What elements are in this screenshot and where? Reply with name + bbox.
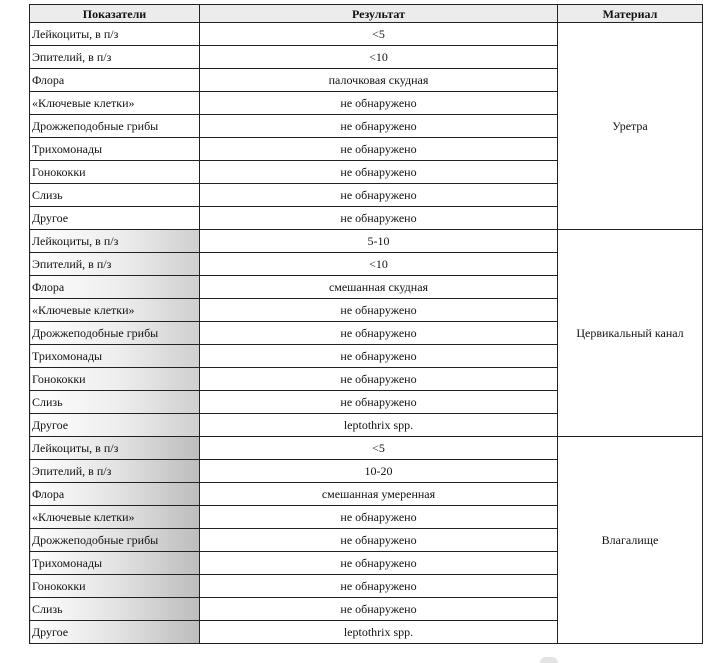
result-value: не обнаружено	[200, 529, 558, 552]
indicator-name: Гонококки	[30, 575, 200, 598]
result-value: не обнаружено	[200, 115, 558, 138]
indicator-name: Флора	[30, 69, 200, 92]
indicator-name: Дрожжеподобные грибы	[30, 115, 200, 138]
result-value: не обнаружено	[200, 368, 558, 391]
result-value: не обнаружено	[200, 161, 558, 184]
indicator-name: «Ключевые клетки»	[30, 299, 200, 322]
material-cell: Цервикальный канал	[558, 230, 703, 437]
indicator-name: Другое	[30, 414, 200, 437]
result-value: <10	[200, 46, 558, 69]
result-value: <5	[200, 437, 558, 460]
header-material: Материал	[558, 5, 703, 23]
result-value: не обнаружено	[200, 299, 558, 322]
result-value: не обнаружено	[200, 552, 558, 575]
result-value: не обнаружено	[200, 506, 558, 529]
indicator-name: Дрожжеподобные грибы	[30, 322, 200, 345]
result-value: leptothrix spp.	[200, 621, 558, 644]
indicator-name: Флора	[30, 483, 200, 506]
results-table	[29, 4, 703, 644]
indicator-name: Слизь	[30, 391, 200, 414]
indicator-name: Эпителий, в п/з	[30, 46, 200, 69]
indicator-name: Другое	[30, 207, 200, 230]
material-cell: Уретра	[558, 23, 703, 230]
indicator-name: Гонококки	[30, 161, 200, 184]
header-row	[30, 5, 703, 23]
indicator-name: Лейкоциты, в п/з	[30, 230, 200, 253]
result-value: не обнаружено	[200, 345, 558, 368]
result-value: не обнаружено	[200, 322, 558, 345]
table-row	[30, 230, 703, 253]
indicator-name: Слизь	[30, 184, 200, 207]
indicator-name: Слизь	[30, 598, 200, 621]
indicator-name: Эпителий, в п/з	[30, 460, 200, 483]
result-value: смешанная скудная	[200, 276, 558, 299]
result-value: смешанная умеренная	[200, 483, 558, 506]
indicator-name: «Ключевые клетки»	[30, 506, 200, 529]
page-edge-mark	[540, 657, 558, 663]
indicator-name: Лейкоциты, в п/з	[30, 23, 200, 46]
indicator-name: Трихомонады	[30, 138, 200, 161]
table-row	[30, 23, 703, 46]
result-value: палочковая скудная	[200, 69, 558, 92]
indicator-name: «Ключевые клетки»	[30, 92, 200, 115]
header-indicator: Показатели	[30, 5, 200, 23]
result-value: не обнаружено	[200, 92, 558, 115]
result-value: leptothrix spp.	[200, 414, 558, 437]
result-value: <10	[200, 253, 558, 276]
header-result: Результат	[200, 5, 558, 23]
indicator-name: Другое	[30, 621, 200, 644]
indicator-name: Флора	[30, 276, 200, 299]
indicator-name: Эпителий, в п/з	[30, 253, 200, 276]
indicator-name: Лейкоциты, в п/з	[30, 437, 200, 460]
result-value: не обнаружено	[200, 598, 558, 621]
result-value: 10-20	[200, 460, 558, 483]
result-value: не обнаружено	[200, 138, 558, 161]
indicator-name: Гонококки	[30, 368, 200, 391]
result-value: не обнаружено	[200, 184, 558, 207]
material-cell: Влагалище	[558, 437, 703, 644]
indicator-name: Трихомонады	[30, 552, 200, 575]
results-body	[30, 23, 703, 644]
result-value: не обнаружено	[200, 575, 558, 598]
result-value: <5	[200, 23, 558, 46]
result-value: не обнаружено	[200, 391, 558, 414]
table-row	[30, 437, 703, 460]
indicator-name: Трихомонады	[30, 345, 200, 368]
indicator-name: Дрожжеподобные грибы	[30, 529, 200, 552]
result-value: 5-10	[200, 230, 558, 253]
result-value: не обнаружено	[200, 207, 558, 230]
